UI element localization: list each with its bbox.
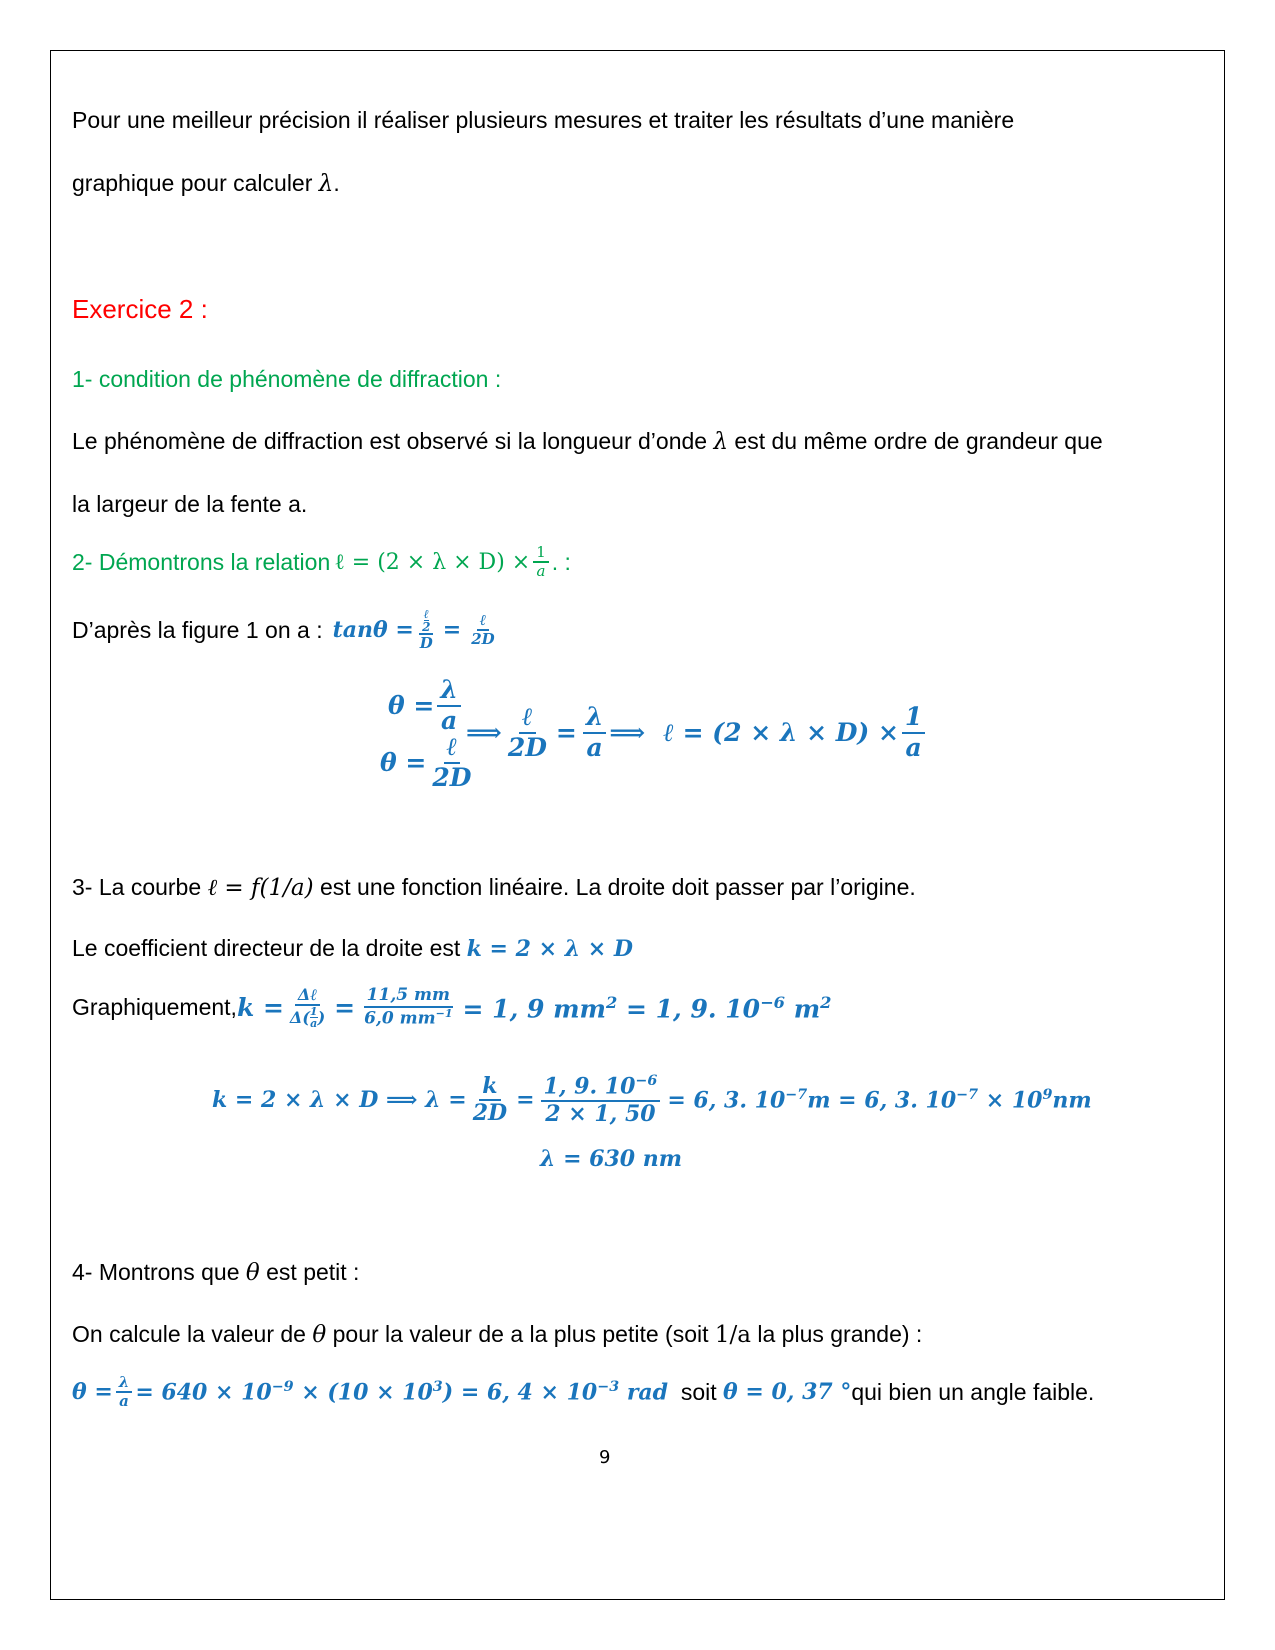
q3-line-1: 3- La courbe ℓ = f(1/a) est une fonction linéaire. La droite doit passer par l’origine. (72, 874, 916, 901)
q3-line-2: Le coefficient directeur de la droite est k = 2 × λ × D (72, 935, 633, 962)
q1-line-2: la largeur de la fente a. (72, 491, 308, 517)
q2-title: 2- Démontrons la relation ℓ = (2 × λ × D) × $\frac{1}{a}$ . : (72, 543, 571, 581)
exercise-heading: Exercice 2 : (72, 294, 208, 324)
theta-eq-l2d: θ = $\frac{\text{ℓ}}{2D}$ (380, 732, 472, 792)
paragraph-line-1: Pour une meilleur précision il réaliser plusieurs mesures et traiter les résultats d’une manière (72, 107, 1015, 133)
theta-eq-lambda: θ = $\frac{\lambda}{a}$ (388, 676, 464, 736)
theta-calculation: θ = $\frac{\lambda}{a}$ = $640 \times 10^{-9} \times (10 \times 10^3) = 6$, $4 \times 10^{-3}$ rad soit θ = 0, 37 ° qui bien un angle faible. (72, 1373, 1095, 1411)
q1-title: 1- condition de phénomène de diffraction : (72, 366, 502, 392)
relation-result: ⟹ $\frac{\text{ℓ}}{2D}$ = $\frac{\lambda}{a}$ ⟹ ℓ = (2 × λ × D) × $\frac{1}{a}$ (466, 703, 928, 763)
q2-tan-line: D’après la figure 1 on a : tanθ = ℓ 2 D = $\frac{\text{ℓ}}{2D}$ (72, 607, 495, 652)
q1-line-1: Le phénomène de diffraction est observé si la longueur d’onde λ est du même ordre de grandeur que (72, 428, 1103, 455)
lambda-calculation: k = 2 × λ × D ⟹ λ = $\frac{k}{2D}$ = $\frac{1, 9. 10^{-6}}{2 \times 1, 50}$ = 6, 3. $10^{-7}m = 6$, 3. $10^{-7} \times 10^9nm$ (212, 1072, 1092, 1127)
paragraph-line-2: graphique pour calculer λ. (72, 170, 340, 197)
graph-slope-line: Graphiquement, k = Δℓ Δ( 1 a ) = $\frac{11,5 mm}{6,0 mm^{-1}}$ = 1, 9 $mm^2 = 1$, 9. $10^{-6}$ $m^2$ (72, 985, 832, 1031)
q4-title: 4- Montrons que θ est petit : (72, 1259, 360, 1286)
page-number: 9 (599, 1447, 611, 1468)
lambda-result: λ = 630 nm (540, 1146, 683, 1172)
page-frame (50, 50, 1225, 1600)
q4-line-1: On calcule la valeur de θ pour la valeur de a la plus petite (soit 1/a la plus grande) : (72, 1321, 923, 1348)
